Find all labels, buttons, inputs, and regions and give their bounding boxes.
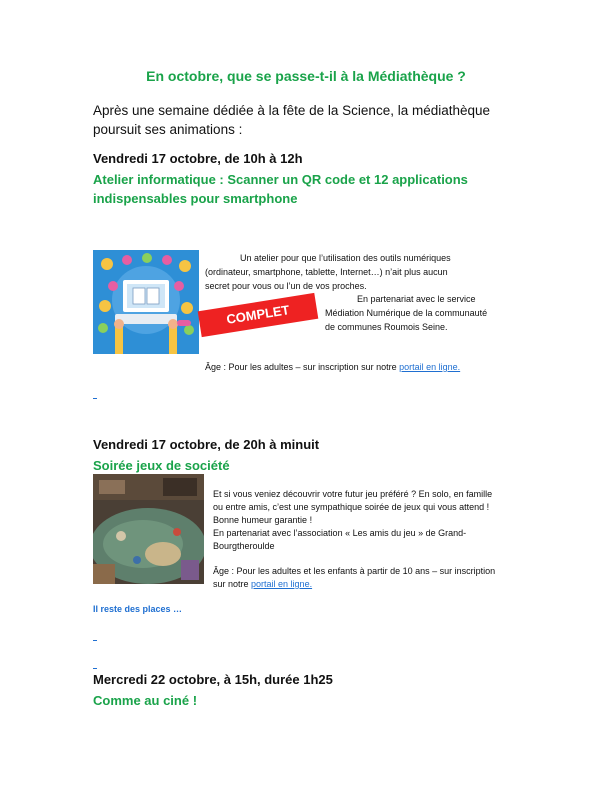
- event3-date: Mercredi 22 octobre, à 15h, durée 1h25: [93, 672, 333, 687]
- board-game-photo: [93, 474, 204, 584]
- event2-desc-line1: Et si vous veniez découvrir votre futur jeu préféré ? En solo, en famille: [213, 489, 493, 499]
- event1-desc-line1: Un atelier pour que l’utilisation des outils numériques: [240, 253, 451, 263]
- event2-date: Vendredi 17 octobre, de 20h à minuit: [93, 437, 320, 452]
- places-remaining-link[interactable]: Il reste des places …: [93, 604, 183, 614]
- event1-partner-line2: Médiation Numérique de la communauté: [325, 308, 488, 318]
- event2-age-line2: sur notre: [213, 579, 252, 589]
- event3-name: Comme au ciné !: [93, 693, 198, 708]
- event1-desc-line3: secret pour vous ou l’un de vos proches.: [205, 281, 367, 291]
- intro-paragraph: Après une semaine dédiée à la fête de la Science, la médiathèque poursuit ses animations :: [93, 103, 491, 137]
- page-title: En octobre, que se passe-t-il à la Médiathèque ?: [146, 68, 466, 84]
- event2-name: Soirée jeux de société: [93, 458, 230, 473]
- empty-link-marker: [93, 668, 97, 669]
- event1-age-text: Âge : Pour les adultes – sur inscription sur notre: [205, 362, 400, 372]
- empty-link-marker: [93, 398, 97, 399]
- event2-desc-line3: Bonne humeur garantie !: [213, 515, 313, 525]
- event1-partner-line3: de communes Roumois Seine.: [325, 322, 448, 332]
- empty-link-marker: [93, 640, 97, 641]
- event1-desc-line2: (ordinateur, smartphone, tablette, Internet…) n’ait plus aucun: [205, 267, 448, 277]
- event1-portal-link[interactable]: portail en ligne.: [399, 362, 461, 372]
- event2-desc-line4: En partenariat avec l’association « Les amis du jeu » de Grand-: [213, 528, 467, 538]
- event1-name-line1: Atelier informatique : Scanner un QR code et 12 applications: [93, 172, 468, 187]
- event2-portal-link[interactable]: portail en ligne.: [251, 579, 313, 589]
- event2-desc-line2: ou entre amis, c’est une sympathique soirée de jeux qui vous attend !: [213, 502, 490, 512]
- event2-age-line1: Âge : Pour les adultes et les enfants à partir de 10 ans – sur inscription: [213, 566, 496, 576]
- complet-badge: COMPLET: [198, 293, 319, 337]
- event1-name-line2: indispensables pour smartphone: [93, 191, 298, 206]
- event2-age-line2-wrap: [213, 578, 312, 592]
- digital-workshop-illustration: [93, 250, 199, 354]
- event2-desc-line5: Bourgtheroulde: [213, 541, 275, 551]
- event1-partner-line1: En partenariat avec le service: [357, 294, 476, 304]
- event1-age: [205, 361, 460, 375]
- event1-date: Vendredi 17 octobre, de 10h à 12h: [93, 151, 303, 166]
